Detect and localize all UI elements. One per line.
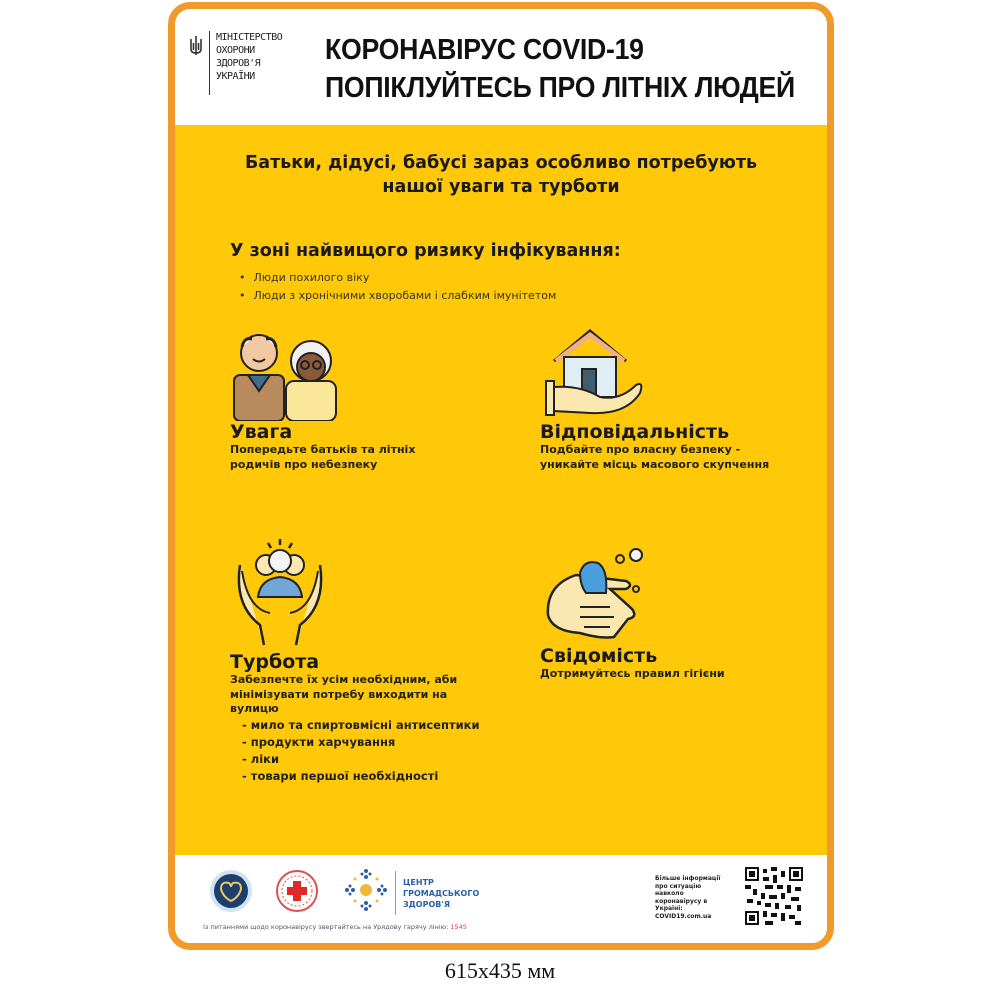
- ministry-line: МІНІСТЕРСТВО: [216, 32, 283, 43]
- trident-icon: [189, 35, 203, 57]
- card-text: Подбайте про власну безпеку - уникайте місць масового скупчення: [540, 443, 770, 471]
- card-title: Турбота: [230, 651, 320, 673]
- risk-list: [239, 269, 556, 305]
- cgz-line: ГРОМАДСЬКОГО: [403, 889, 480, 898]
- ministry-line: УКРАЇНИ: [216, 71, 255, 82]
- card-text: Забезпечте їх усім необхідним, аби мінімізувати потребу виходити на вулицю: [230, 673, 458, 715]
- care-item: - товари першої необхідності: [242, 768, 530, 785]
- hands-holding-people-icon: [230, 535, 530, 651]
- partner-heart-logo-icon: [209, 869, 253, 913]
- cgz-line: ЦЕНТР: [403, 878, 434, 887]
- risk-item: • Люди похилого віку: [239, 269, 556, 287]
- public-health-center-logo-icon: [343, 865, 389, 915]
- lead-line-2: нашої уваги та турботи: [382, 177, 620, 197]
- card-title: Свідомість: [540, 645, 658, 667]
- cgz-divider: [395, 871, 396, 915]
- hand-washing-icon: [540, 545, 800, 645]
- card-text: Попередьте батьків та літніх родичів про небезпеку: [230, 443, 416, 471]
- care-item: - мило та спиртовмісні антисептики: [242, 717, 530, 734]
- poster: [168, 2, 834, 950]
- red-cross-logo-icon: [275, 869, 319, 913]
- ministry-line: ЗДОРОВ'Я: [216, 58, 261, 69]
- card-care: [230, 535, 530, 785]
- card-title: Увага: [230, 421, 293, 443]
- hotline-text: [203, 923, 467, 931]
- card-title: Відповідальність: [540, 421, 730, 443]
- poster-title: [325, 31, 795, 107]
- cgz-name: [403, 877, 479, 910]
- card-responsibility: [540, 325, 800, 472]
- size-caption: 615x435 мм: [444, 958, 556, 983]
- qr-caption: Більше інформації про ситуацію навколо коронавірусу в Україні: COVID19.com.ua: [655, 875, 721, 920]
- title-line-1: КОРОНАВІРУС COVID-19: [325, 34, 644, 66]
- risk-title: У зоні найвищого ризику інфікування:: [230, 241, 621, 261]
- card-text: Дотримуйтесь правил гігієни: [540, 667, 725, 680]
- poster-header: [175, 9, 827, 125]
- care-item: - продукти харчування: [242, 734, 530, 751]
- care-item: - ліки: [242, 751, 530, 768]
- risk-item: • Люди з хронічними хворобами і слабким імунітетом: [239, 287, 556, 305]
- card-attention: [230, 325, 460, 472]
- hotline-number: 1545: [450, 923, 467, 931]
- hotline-label: Із питаннями щодо коронавірусу звертайтесь на Урядову гарячу лінію:: [203, 923, 449, 931]
- main-content: [175, 125, 827, 855]
- lead-line-1: Батьки, дідусі, бабусі зараз особливо потребують: [244, 153, 758, 173]
- poster-footer: [175, 855, 827, 943]
- house-in-hand-icon: [540, 325, 800, 421]
- elderly-couple-icon: [230, 325, 460, 421]
- ministry-line: ОХОРОНИ: [216, 45, 255, 56]
- ministry-logo: [189, 31, 282, 95]
- ministry-divider: [209, 31, 210, 95]
- lead-text: [175, 151, 827, 199]
- cgz-line: ЗДОРОВ'Я: [403, 900, 450, 909]
- title-line-2: ПОПІКЛУЙТЕСЬ ПРО ЛІТНІХ ЛЮДЕЙ: [325, 72, 795, 104]
- care-items: [230, 717, 530, 785]
- qr-code-icon[interactable]: [745, 867, 803, 925]
- card-awareness: [540, 545, 800, 682]
